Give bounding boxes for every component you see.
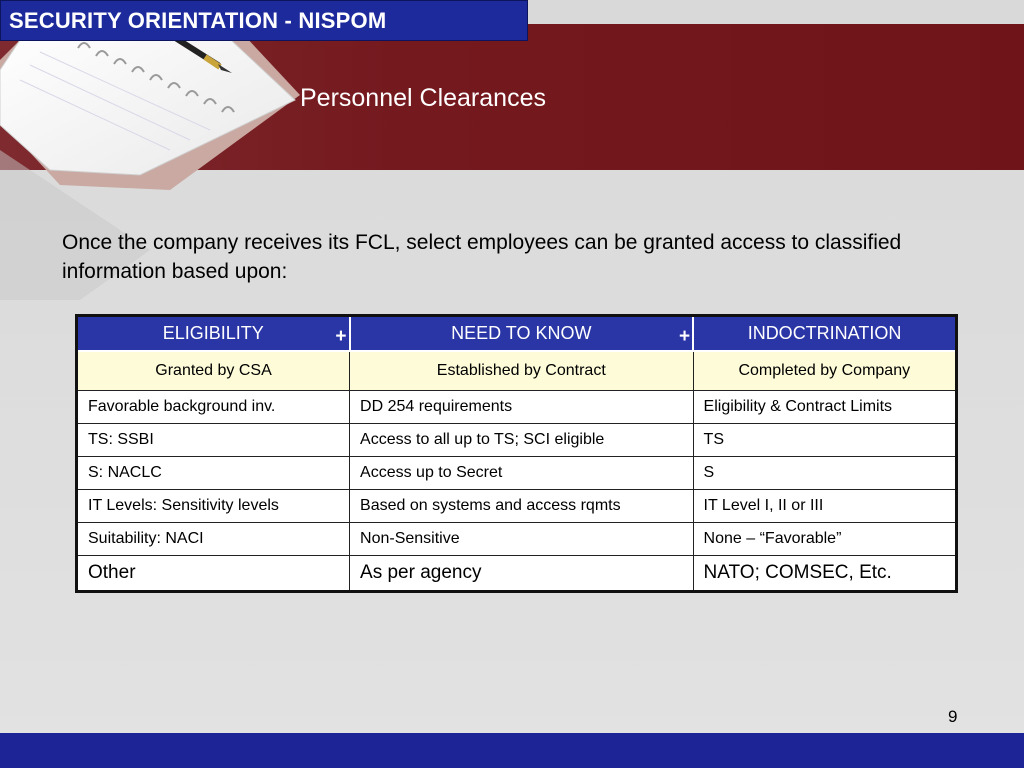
table-cell: S (693, 457, 956, 490)
column-header-need-to-know: NEED TO KNOW + (350, 316, 694, 352)
section-title: SECURITY ORIENTATION - NISPOM (9, 8, 387, 33)
table-cell: Access to all up to TS; SCI eligible (350, 424, 694, 457)
table-cell: TS: SSBI (77, 424, 350, 457)
table-cell: Based on systems and access rqmts (350, 490, 694, 523)
table-cell: Other (77, 556, 350, 592)
plus-icon: + (335, 326, 347, 347)
table-row (77, 424, 957, 457)
table-row (77, 391, 957, 424)
table-cell: IT Levels: Sensitivity levels (77, 490, 350, 523)
table-cell: Established by Contract (350, 351, 694, 391)
table-cell: Completed by Company (693, 351, 956, 391)
clearance-table (75, 314, 958, 593)
table-cell: Suitability: NACI (77, 523, 350, 556)
slide-title: Personnel Clearances (300, 84, 546, 112)
table-row (77, 523, 957, 556)
table-row (77, 457, 957, 490)
table-cell: Access up to Secret (350, 457, 694, 490)
table-header-row (77, 316, 957, 352)
plus-icon: + (678, 326, 691, 347)
table-row (77, 556, 957, 592)
table-subheader-row (77, 351, 957, 391)
table-cell: Eligibility & Contract Limits (693, 391, 956, 424)
column-header-indoctrination: INDOCTRINATION (693, 316, 956, 352)
table-cell: TS (693, 424, 956, 457)
table-row (77, 490, 957, 523)
footer-bar (0, 733, 1024, 768)
table-cell: Granted by CSA (77, 351, 350, 391)
section-title-bar (0, 0, 528, 41)
page-number: 9 (948, 707, 958, 726)
table-cell: S: NACLC (77, 457, 350, 490)
table-cell: NATO; COMSEC, Etc. (693, 556, 956, 592)
table-cell: IT Level I, II or III (693, 490, 956, 523)
table-cell: None – “Favorable” (693, 523, 956, 556)
table-cell: Favorable background inv. (77, 391, 350, 424)
table-cell: DD 254 requirements (350, 391, 694, 424)
table-cell: Non-Sensitive (350, 523, 694, 556)
intro-text: Once the company receives its FCL, select employees can be granted access to classified information based upon: (62, 231, 902, 283)
column-header-eligibility: ELIGIBILITY + (77, 316, 350, 352)
table-cell: As per agency (350, 556, 694, 592)
